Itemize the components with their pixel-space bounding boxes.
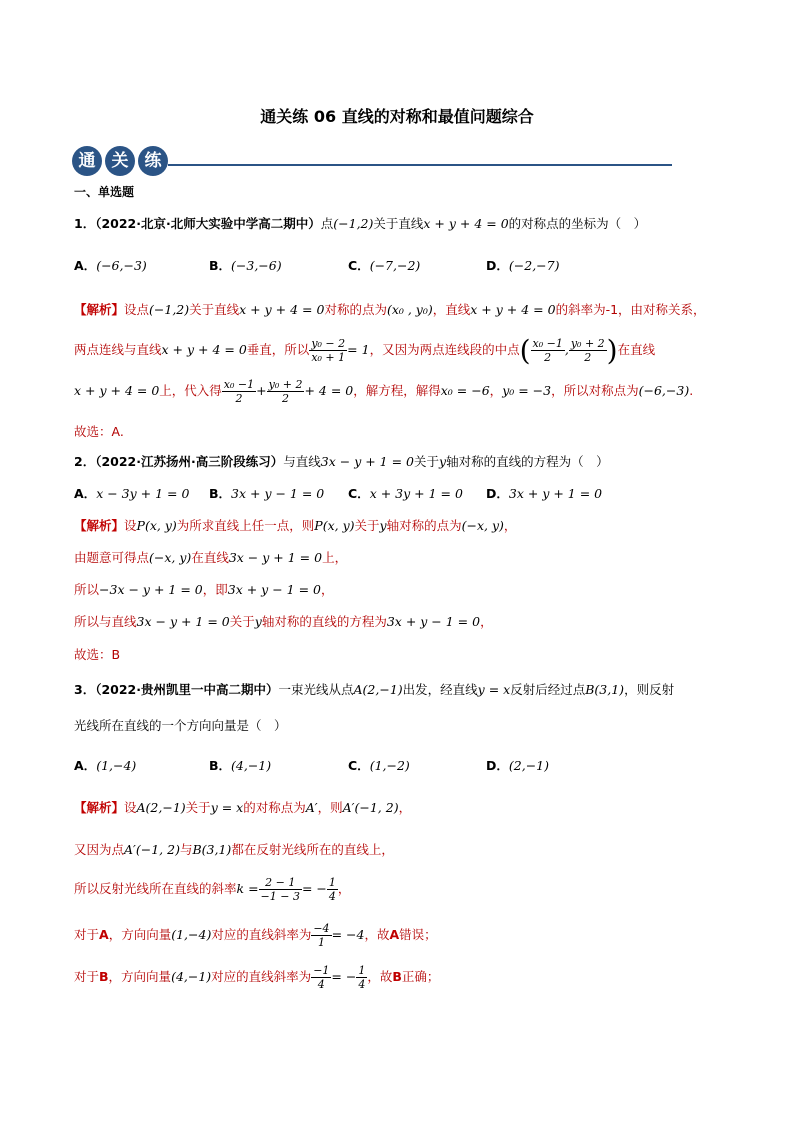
- fraction: [311, 922, 331, 949]
- denominator: 2: [544, 351, 552, 364]
- paren-close: ): [606, 334, 618, 367]
- math: = −: [331, 969, 357, 984]
- text: ，即: [202, 582, 228, 597]
- numerator: x₀ −1: [223, 378, 255, 391]
- numerator: y₀ + 2: [268, 378, 303, 391]
- analysis-line-2: [74, 548, 347, 566]
- text: ，: [320, 582, 334, 597]
- paren-open: (: [519, 334, 531, 367]
- math: 3x + y − 1 = 0: [386, 614, 481, 629]
- analysis-line-1: [74, 516, 516, 534]
- option-ref: A: [99, 927, 109, 942]
- math: = 1: [347, 342, 370, 357]
- denominator: 2: [584, 351, 592, 364]
- option-label: B．: [209, 258, 232, 273]
- answer-value: B: [111, 647, 121, 662]
- numerator: −1: [313, 964, 330, 977]
- math: −3x − y + 1 = 0: [99, 582, 203, 597]
- option-label: C．: [348, 758, 370, 773]
- text: 对应的直线斜率为: [211, 969, 312, 984]
- math: y: [439, 454, 447, 469]
- brand-char-1: 通: [72, 146, 102, 176]
- text: 关于直线: [189, 302, 240, 317]
- question-number: 3．: [74, 682, 96, 697]
- option-value: x − 3y + 1 = 0: [96, 486, 190, 501]
- text: ，: [337, 881, 351, 896]
- text: 与直线: [283, 454, 321, 469]
- fraction: [222, 378, 256, 405]
- denominator: x₀ + 1: [311, 351, 346, 364]
- math: A′: [305, 800, 318, 815]
- math: B(3,1): [585, 682, 625, 697]
- fraction: [267, 378, 305, 405]
- option-label: C．: [348, 486, 370, 501]
- text: 上，: [322, 550, 348, 565]
- option-a[interactable]: [74, 484, 189, 502]
- question-number: 1．: [74, 216, 96, 231]
- text: 点: [320, 216, 334, 231]
- analysis-line-4: [74, 922, 437, 949]
- text: 出发，经直线: [402, 682, 478, 697]
- math: 3x + y − 1 = 0: [227, 582, 321, 597]
- math: x + y + 4 = 0: [74, 383, 160, 398]
- math: 3x − y + 1 = 0: [136, 614, 230, 629]
- analysis-line-3: [74, 876, 350, 903]
- option-label: D．: [486, 758, 509, 773]
- comma: ,: [564, 342, 569, 357]
- analysis-line-3: [74, 378, 693, 405]
- text: ，所以对称点为: [551, 383, 639, 398]
- text: 对应的直线斜率为: [211, 927, 312, 942]
- fraction: [569, 337, 607, 364]
- math: (−x, y): [461, 518, 504, 533]
- math: y: [254, 614, 262, 629]
- numerator: 1: [328, 876, 336, 889]
- text: 所以反射光线所在直线的斜率: [74, 881, 237, 896]
- text: ，则: [317, 800, 343, 815]
- numerator: y₀ − 2: [311, 337, 346, 350]
- question-source: （2022·江苏扬州·高三阶段练习）: [95, 454, 284, 469]
- math: (−x, y): [149, 550, 192, 565]
- text: 在直线: [617, 342, 656, 357]
- question-source: （2022·北京·北师大实验中学高二期中）: [95, 216, 321, 231]
- text: ，方向向量: [108, 969, 172, 984]
- math: +: [256, 383, 267, 398]
- text: 设: [124, 800, 137, 815]
- question-3-stem-cont: 光线所在直线的一个方向向量是（ ）: [74, 718, 287, 733]
- text: 错误；: [399, 927, 437, 942]
- text: 设点: [124, 302, 150, 317]
- option-label: B．: [209, 758, 232, 773]
- math: x₀ = −6: [440, 383, 490, 398]
- math: P(x, y): [314, 518, 355, 533]
- text: 关于: [229, 614, 255, 629]
- option-label: A．: [74, 486, 97, 501]
- option-label: C．: [348, 258, 370, 273]
- math: (−1,2): [149, 302, 190, 317]
- option-label: A．: [74, 758, 97, 773]
- option-c[interactable]: [348, 756, 410, 774]
- analysis-line-1: [74, 798, 411, 816]
- text: ，故: [367, 969, 393, 984]
- option-value: (−3,−6): [231, 258, 282, 273]
- text: 所以与直线: [74, 614, 137, 629]
- math: A(2,−1): [136, 800, 186, 815]
- analysis-tag: 【解析】: [74, 302, 125, 317]
- option-label: A．: [74, 258, 97, 273]
- text: 关于: [185, 800, 211, 815]
- option-b[interactable]: [209, 484, 324, 502]
- text: 对于: [74, 927, 100, 942]
- math: P(x, y): [136, 518, 177, 533]
- text: 一束光线从点: [278, 682, 354, 697]
- text: 的对称点为: [243, 800, 306, 815]
- option-a[interactable]: [74, 756, 136, 774]
- denominator: 1: [317, 936, 325, 949]
- math: x + y + 4 = 0: [470, 302, 556, 317]
- text: 由题意可得点: [74, 550, 150, 565]
- math: (1,−4): [171, 927, 212, 942]
- text: ，: [480, 614, 493, 629]
- math: k =: [236, 881, 259, 896]
- option-c[interactable]: [348, 484, 463, 502]
- analysis-tag: 【解析】: [74, 800, 125, 815]
- denominator: −1 − 3: [260, 890, 300, 903]
- text: ，则反射: [624, 682, 675, 697]
- option-value: (4,−1): [231, 758, 272, 773]
- option-value: (−2,−7): [508, 258, 560, 273]
- text: 的对称点的坐标为（ ）: [508, 216, 647, 231]
- text: ，方向向量: [108, 927, 172, 942]
- math: x + y + 4 = 0: [239, 302, 325, 317]
- option-c[interactable]: [348, 256, 420, 274]
- text: 反射后经过点: [510, 682, 586, 697]
- option-d[interactable]: [486, 756, 549, 774]
- text: 两点连线与直线: [74, 342, 162, 357]
- text: ，直线: [432, 302, 471, 317]
- text: 关于: [414, 454, 440, 469]
- text: 又因为点: [74, 842, 125, 857]
- option-label: D．: [486, 258, 509, 273]
- text: 关于: [354, 518, 380, 533]
- analysis-line-3: [74, 580, 334, 598]
- answer-label: 故选：: [74, 424, 112, 439]
- text: 所以: [74, 582, 100, 597]
- text: ，故: [364, 927, 390, 942]
- text: 关于直线: [373, 216, 424, 231]
- brand-char-2: 关: [105, 146, 135, 176]
- math: (−1,2): [333, 216, 374, 231]
- math: B(3,1): [192, 842, 232, 857]
- math: A′(−1, 2): [124, 842, 180, 857]
- option-d[interactable]: [486, 256, 559, 274]
- math: A′(−1, 2): [342, 800, 399, 815]
- fraction: [259, 876, 302, 903]
- question-3-stem: [74, 680, 674, 698]
- question-number: 2．: [74, 454, 96, 469]
- denominator: 4: [317, 978, 325, 991]
- option-value: (−6,−3): [96, 258, 147, 273]
- numerator: x₀ −1: [532, 337, 563, 350]
- text: 与: [179, 842, 193, 857]
- text: 轴对称的直线的方程为（ ）: [446, 454, 609, 469]
- question-source: （2022·贵州凯里一中高二期中）: [95, 682, 279, 697]
- text: 轴对称的点为: [386, 518, 462, 533]
- text: 对称的点为: [324, 302, 387, 317]
- option-value: x + 3y + 1 = 0: [369, 486, 463, 501]
- option-value: (1,−2): [369, 758, 410, 773]
- option-b[interactable]: [209, 256, 282, 274]
- text: ，: [503, 518, 517, 533]
- text: 为所求直线上任一点，则: [176, 518, 315, 533]
- text: 对于: [74, 969, 100, 984]
- text: 正确；: [401, 969, 440, 984]
- text: ，又因为两点连线段的中点: [369, 342, 520, 357]
- fraction: [311, 964, 331, 991]
- text: 都在反射光线所在的直线上，: [231, 842, 394, 857]
- fraction: [356, 964, 367, 991]
- brand-char-3: 练: [138, 146, 168, 176]
- option-b[interactable]: [209, 756, 271, 774]
- text: 的斜率为-1，由对称关系，: [555, 302, 706, 317]
- math: y: [379, 518, 387, 533]
- analysis-line-4: [74, 612, 493, 630]
- math: (x₀ , y₀): [386, 302, 433, 317]
- option-ref: B: [392, 969, 402, 984]
- fraction: [309, 337, 347, 364]
- text: ，: [489, 383, 503, 398]
- section-heading: 一、单选题: [74, 185, 135, 199]
- analysis-line-1: [74, 300, 706, 318]
- option-ref: A: [389, 927, 400, 942]
- text: .: [689, 383, 694, 398]
- answer-label: 故选：: [74, 647, 112, 662]
- option-value: 3x + y + 1 = 0: [508, 486, 603, 501]
- math: 3x − y + 1 = 0: [228, 550, 323, 565]
- math: 3x − y + 1 = 0: [320, 454, 414, 469]
- math: + 4 = 0: [304, 383, 354, 398]
- answer-line: [74, 422, 124, 440]
- text: 轴对称的直线的方程为: [261, 614, 387, 629]
- analysis-tag: 【解析】: [74, 518, 125, 533]
- option-value: (1,−4): [96, 758, 137, 773]
- brand-logo: [72, 146, 168, 176]
- text: ，: [398, 800, 412, 815]
- answer-value: A.: [111, 424, 124, 439]
- math: = −4: [331, 927, 365, 942]
- math: x + y + 4 = 0: [423, 216, 509, 231]
- math: (4,−1): [171, 969, 212, 984]
- math: (−6,−3): [638, 383, 690, 398]
- numerator: 1: [358, 964, 366, 977]
- fraction: [531, 337, 565, 364]
- math: x + y + 4 = 0: [161, 342, 247, 357]
- numerator: 2 − 1: [259, 876, 302, 890]
- numerator: y₀ + 2: [570, 337, 605, 350]
- option-value: 3x + y − 1 = 0: [231, 486, 325, 501]
- text: ，解方程，解得: [353, 383, 441, 398]
- option-label: B．: [209, 486, 232, 501]
- denominator: 4: [358, 978, 366, 991]
- option-d[interactable]: [486, 484, 602, 502]
- numerator: −4: [313, 922, 330, 935]
- analysis-line-2: [74, 334, 655, 367]
- option-value: (2,−1): [508, 758, 549, 773]
- math: y = x: [210, 800, 244, 815]
- option-label: D．: [486, 486, 509, 501]
- answer-line: [74, 645, 120, 663]
- denominator: 2: [235, 392, 243, 405]
- math: A(2,−1): [353, 682, 403, 697]
- analysis-line-2: [74, 840, 394, 858]
- math: = −: [301, 881, 327, 896]
- denominator: 2: [282, 392, 290, 405]
- math: y₀ = −3: [502, 383, 552, 398]
- text: 设: [124, 518, 137, 533]
- text: 在直线: [191, 550, 229, 565]
- question-1-stem: [74, 214, 646, 232]
- option-a[interactable]: [74, 256, 147, 274]
- option-ref: B: [99, 969, 109, 984]
- fraction: [327, 876, 338, 903]
- option-value: (−7,−2): [369, 258, 421, 273]
- question-2-stem: [74, 452, 609, 470]
- analysis-line-5: [74, 964, 439, 991]
- text: 上，代入得: [159, 383, 222, 398]
- denominator: 4: [328, 890, 336, 903]
- page-title: 通关练 06 直线的对称和最值问题综合: [260, 107, 534, 126]
- math: y = x: [477, 682, 511, 697]
- header-rule: [168, 164, 672, 166]
- text: 垂直，所以: [246, 342, 310, 357]
